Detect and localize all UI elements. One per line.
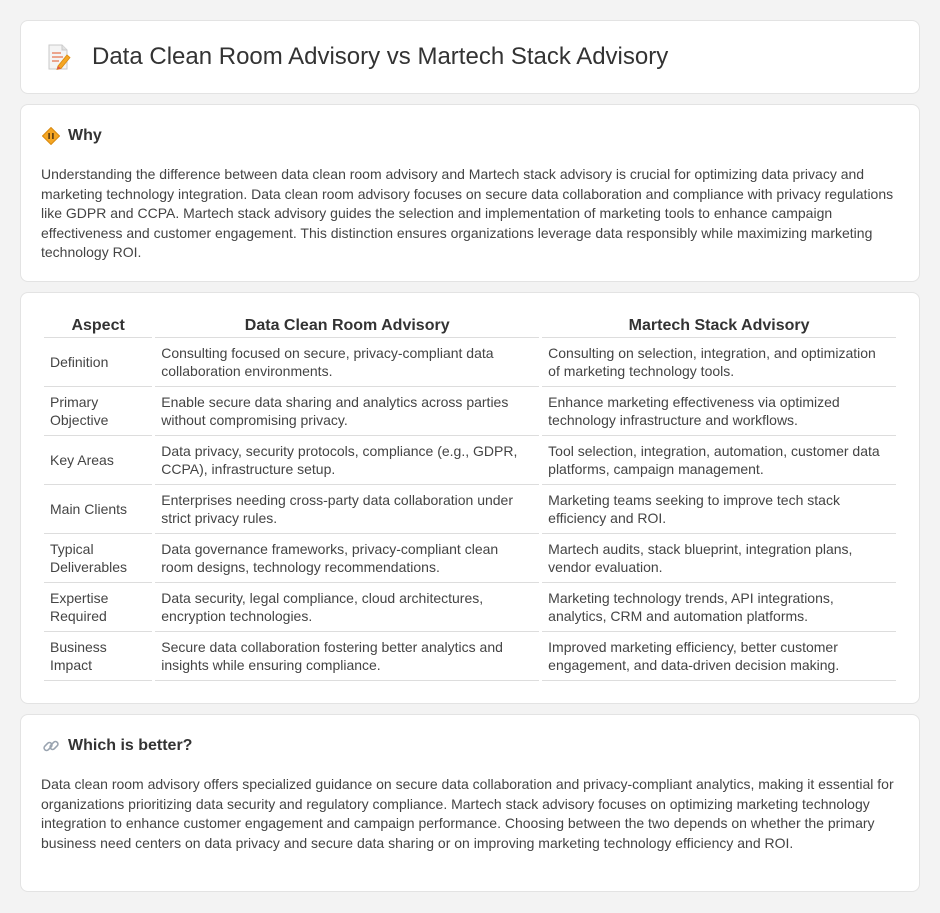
document-pencil-icon xyxy=(46,43,72,71)
better-text: Data clean room advisory offers specialized guidance on secure data collaboration and privacy-compliant analytics, making it essential for organizations prioritizing data security and regulatory compliance. Martech stack advisory focuses on optimizing marketing technology integration to enhance customer engagement and campaign performance. Choosing between the two depends on whether the primary business need centers on data privacy and secure data sharing or on improving marketing technology efficiency and ROI. xyxy=(41,776,894,851)
which-is-better-section xyxy=(20,714,920,892)
title-card xyxy=(20,20,920,94)
page-title: Data Clean Room Advisory vs Martech Stack Advisory xyxy=(92,43,669,70)
why-section xyxy=(20,104,920,282)
table-row xyxy=(44,338,896,387)
header-martech-stack: Martech Stack Advisory xyxy=(542,317,896,338)
table-row xyxy=(44,387,896,436)
table-header-row xyxy=(44,317,896,338)
row-data-clean-room: Consulting focused on secure, privacy-compliant data collaboration environments. xyxy=(155,338,539,387)
row-aspect: Definition xyxy=(44,338,152,387)
table-row xyxy=(44,583,896,632)
table-row xyxy=(44,534,896,583)
row-martech-stack: Improved marketing efficiency, better customer engagement, and data-driven decision making. xyxy=(542,632,896,681)
row-martech-stack: Enhance marketing effectiveness via optimized technology infrastructure and workflows. xyxy=(542,387,896,436)
row-aspect: Main Clients xyxy=(44,485,152,534)
row-aspect: Key Areas xyxy=(44,436,152,485)
why-text: Understanding the difference between data clean room advisory and Martech stack advisory is crucial for optimizing data privacy and marketing technology integration. Data clean room advisory focuses on secure data collaboration and compliance with privacy regulations like GDPR and CCPA. Martech stack advisory guides the selection and implementation of marketing tools to enhance campaign effectiveness and customer engagement. This distinction ensures organizations leverage data responsibly while maximizing marketing technology ROI. xyxy=(41,166,894,261)
row-data-clean-room: Data security, legal compliance, cloud architectures, encryption technologies. xyxy=(155,583,539,632)
row-aspect: Business Impact xyxy=(44,632,152,681)
comparison-table xyxy=(41,317,899,681)
row-aspect: Expertise Required xyxy=(44,583,152,632)
diamond-sign-icon xyxy=(42,127,60,145)
row-data-clean-room: Enable secure data sharing and analytics across parties without compromising privacy. xyxy=(155,387,539,436)
row-martech-stack: Marketing teams seeking to improve tech stack efficiency and ROI. xyxy=(542,485,896,534)
comparison-card xyxy=(20,292,920,704)
why-heading xyxy=(42,127,102,145)
title-row xyxy=(46,43,668,71)
better-heading xyxy=(42,737,192,755)
why-title: Why xyxy=(68,127,102,144)
row-martech-stack: Martech audits, stack blueprint, integration plans, vendor evaluation. xyxy=(542,534,896,583)
row-aspect: Typical Deliverables xyxy=(44,534,152,583)
better-title: Which is better? xyxy=(68,737,193,754)
link-icon xyxy=(42,737,60,755)
row-data-clean-room: Data governance frameworks, privacy-compliant clean room designs, technology recommendations. xyxy=(155,534,539,583)
row-data-clean-room: Data privacy, security protocols, compliance (e.g., GDPR, CCPA), infrastructure setup. xyxy=(155,436,539,485)
table-row xyxy=(44,485,896,534)
table-row xyxy=(44,632,896,681)
row-data-clean-room: Secure data collaboration fostering better analytics and insights while ensuring compliance. xyxy=(155,632,539,681)
row-martech-stack: Marketing technology trends, API integrations, analytics, CRM and automation platforms. xyxy=(542,583,896,632)
row-aspect: Primary Objective xyxy=(44,387,152,436)
header-aspect: Aspect xyxy=(44,317,152,338)
row-martech-stack: Tool selection, integration, automation, customer data platforms, campaign management. xyxy=(542,436,896,485)
row-martech-stack: Consulting on selection, integration, and optimization of marketing technology tools. xyxy=(542,338,896,387)
table-row xyxy=(44,436,896,485)
header-data-clean-room: Data Clean Room Advisory xyxy=(155,317,539,338)
row-data-clean-room: Enterprises needing cross-party data collaboration under strict privacy rules. xyxy=(155,485,539,534)
